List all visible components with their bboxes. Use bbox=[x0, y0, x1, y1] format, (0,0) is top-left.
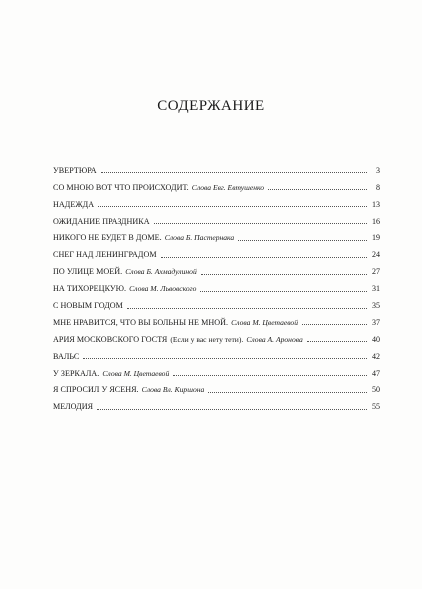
dot-leader bbox=[161, 257, 367, 258]
dot-leader bbox=[101, 172, 367, 173]
dot-leader bbox=[97, 409, 367, 410]
toc-entry-page-number: 19 bbox=[372, 233, 380, 243]
dot-leader bbox=[98, 206, 367, 207]
toc-entry bbox=[53, 293, 380, 310]
toc-entry-author: Слова Вл. Киршона bbox=[141, 385, 205, 395]
dot-leader bbox=[201, 274, 367, 275]
toc-entry bbox=[53, 344, 380, 361]
toc-entry-page-number: 24 bbox=[372, 250, 380, 260]
toc-entry-subtitle: (Если у вас нету тети). bbox=[170, 334, 244, 344]
toc-entry-title: С НОВЫМ ГОДОМ bbox=[53, 301, 123, 311]
toc-entry-page-number: 27 bbox=[372, 267, 380, 277]
toc-entry-page-number: 40 bbox=[372, 334, 380, 344]
dot-leader bbox=[208, 392, 367, 393]
toc-entry-title: СНЕГ НАД ЛЕНИНГРАДОМ bbox=[53, 250, 157, 260]
toc-entry-author: Слова М. Цветаевой bbox=[102, 368, 170, 378]
toc-entry-page-number: 16 bbox=[372, 216, 380, 226]
dot-leader bbox=[307, 341, 367, 342]
toc-entry-author: Слова М. Львовского bbox=[129, 284, 197, 294]
toc-entry bbox=[53, 209, 380, 226]
toc-entry bbox=[53, 378, 380, 395]
dot-leader bbox=[302, 324, 367, 325]
table-of-contents bbox=[53, 158, 380, 411]
toc-entry bbox=[53, 276, 380, 293]
toc-entry-title: НА ТИХОРЕЦКУЮ. bbox=[53, 284, 127, 294]
toc-entry-title: АРИЯ МОСКОВСКОГО ГОСТЯ bbox=[53, 334, 168, 344]
dot-leader bbox=[268, 189, 367, 190]
dot-leader bbox=[83, 358, 367, 359]
dot-leader bbox=[200, 291, 367, 292]
dot-leader bbox=[154, 223, 367, 224]
toc-entry bbox=[53, 158, 380, 175]
toc-entry-page-number: 42 bbox=[372, 351, 380, 361]
toc-entry bbox=[53, 327, 380, 344]
toc-entry-author: Слова А. Аронова bbox=[246, 334, 303, 344]
toc-entry-title: МЕЛОДИЯ bbox=[53, 402, 94, 412]
toc-entry-page-number: 55 bbox=[372, 402, 380, 412]
toc-entry-page-number: 50 bbox=[372, 385, 380, 395]
toc-entry-title: МНЕ НРАВИТСЯ, ЧТО ВЫ БОЛЬНЫ НЕ МНОЙ. bbox=[53, 317, 229, 327]
dot-leader bbox=[127, 308, 367, 309]
toc-entry-page-number: 47 bbox=[372, 368, 380, 378]
toc-entry bbox=[53, 259, 380, 276]
toc-entry-page-number: 35 bbox=[372, 301, 380, 311]
toc-entry-page-number: 8 bbox=[376, 182, 380, 192]
toc-entry-author: Слова Евг. Евтушенко bbox=[191, 182, 265, 192]
toc-entry bbox=[53, 310, 380, 327]
page-title: СОДЕРЖАНИЕ bbox=[157, 98, 265, 114]
toc-entry-title: СО МНОЮ ВОТ ЧТО ПРОИСХОДИТ. bbox=[53, 182, 189, 192]
toc-entry-title: НАДЕЖДА bbox=[53, 199, 95, 209]
toc-entry-title: ПО УЛИЦЕ МОЕЙ. bbox=[53, 267, 123, 277]
toc-entry-author: Слова М. Цветаевой bbox=[231, 317, 299, 327]
dot-leader bbox=[173, 375, 367, 376]
toc-entry-page-number: 3 bbox=[376, 165, 380, 175]
toc-entry bbox=[53, 361, 380, 378]
toc-entry-page-number: 31 bbox=[372, 284, 380, 294]
toc-entry bbox=[53, 175, 380, 192]
toc-entry-page-number: 37 bbox=[372, 317, 380, 327]
toc-entry-title: НИКОГО НЕ БУДЕТ В ДОМЕ. bbox=[53, 233, 162, 243]
toc-entry bbox=[53, 226, 380, 243]
toc-entry-author: Слова Б. Пастернака bbox=[164, 233, 235, 243]
toc-entry bbox=[53, 192, 380, 209]
toc-entry-author: Слова Б. Ахмадулиной bbox=[125, 267, 197, 277]
toc-entry-title: У ЗЕРКАЛА. bbox=[53, 368, 100, 378]
toc-entry bbox=[53, 242, 380, 259]
toc-entry bbox=[53, 394, 380, 411]
toc-entry-title: УВЕРТЮРА bbox=[53, 165, 97, 175]
toc-entry-title: Я СПРОСИЛ У ЯСЕНЯ. bbox=[53, 385, 139, 395]
toc-entry-title: ВАЛЬС bbox=[53, 351, 80, 361]
toc-entry-page-number: 13 bbox=[372, 199, 380, 209]
dot-leader bbox=[238, 240, 367, 241]
toc-entry-title: ОЖИДАНИЕ ПРАЗДНИКА bbox=[53, 216, 150, 226]
